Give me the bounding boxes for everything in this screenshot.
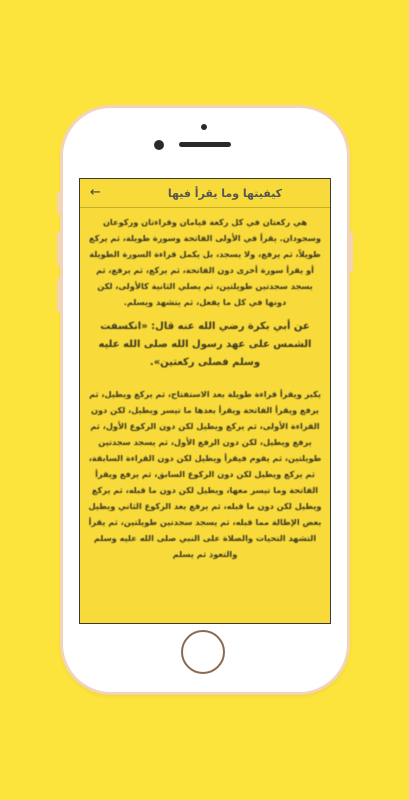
mute-switch <box>57 192 60 214</box>
volume-down-button <box>57 278 60 312</box>
earpiece-speaker <box>179 142 231 147</box>
article-paragraph: يكبر ويقرأ قراءة طويلة بعد الاستفتاح، ثم يركع ويطيل، ثم يرفع ويقرأ الفاتحة ويقرأ بعدها ما تيسر ويطيل، لكن دون القراءة الأولى، ثم يركع ويطيل لكن دون الركوع الأول، ثم يرفع ويطيل، لكن دون الرفع الأول، ثم يسجد سجدتين طويلتين، ثم يقوم فيقرأ ويطيل لكن دون القراءة السابقة، ثم يركع ويطيل لكن دون الركوع السابق، ثم يرفع ويقرأ الفاتحة وما تيسر معها، ويطيل لكن دون ما قبله، ثم يركع ويطيل لكن دون ما قبله، ثم يرفع بعد الركوع الثاني ويطيل بعض الإطالة مما قبله، ثم يسجد سجدتين طويلتين، ثم يقرأ التشهد التحيات والصلاة على النبي صلى الله عليه وسلم والتعوذ ثم يسلم <box>88 389 322 559</box>
phone-screen <box>79 178 331 624</box>
home-button[interactable] <box>181 630 225 674</box>
volume-up-button <box>57 232 60 266</box>
hadith-quote: عن أبي بكرة رضي الله عنه قال: «انكسفت الشمس على عهد رسول الله صلى الله عليه وسلم فصلى ركعتين». <box>98 321 312 368</box>
app-bar <box>80 179 330 208</box>
proximity-sensor <box>201 124 207 130</box>
arrow-back-icon[interactable]: ← <box>90 185 101 200</box>
article-paragraph: هي ركعتان في كل ركعة قيامان وقراءتان وركوعان وسجودان. يقرأ في الأولى الفاتحة وسورة طويلة، ثم يركع طويلاً، ثم يرفع، ولا يسجد، بل يكمل قراءة السورة الطويلة أو يقرأ سورة أخرى دون الفاتحة، ثم يركع، ثم يرفع، ثم يسجد سجدتين طويلتين، ثم يصلي الثانية كالأولى، لكن دونها في كل ما يفعل، ثم يتشهد ويسلم. <box>89 217 321 307</box>
phone-frame <box>63 108 347 692</box>
power-button <box>350 232 353 272</box>
page-title: كيفيتها وما يقرأ فيها <box>167 186 283 200</box>
front-camera-icon <box>154 140 164 150</box>
article-content[interactable] <box>80 208 330 576</box>
